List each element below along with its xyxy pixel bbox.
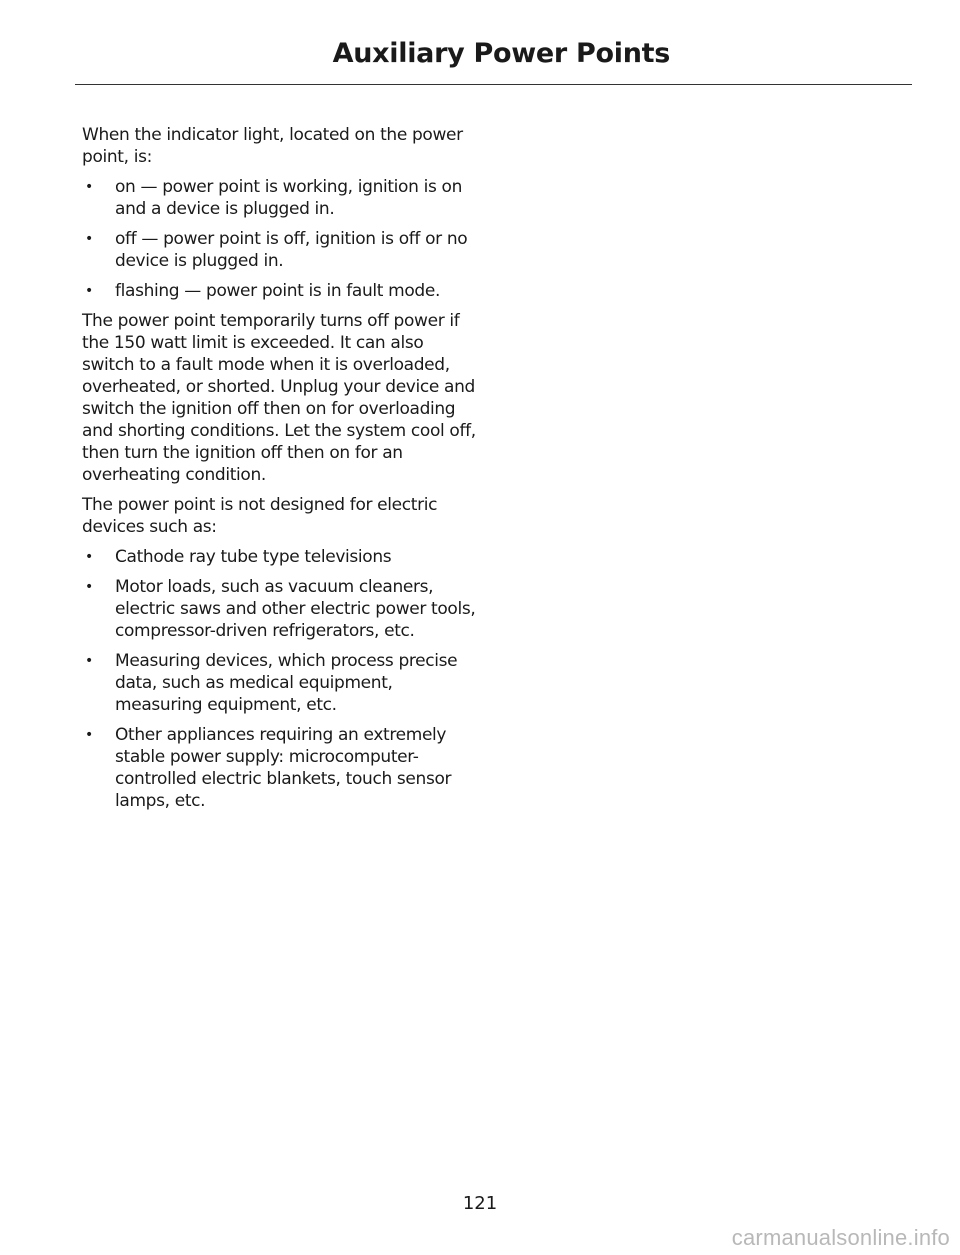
list-item — [82, 280, 477, 302]
bullet-icon: • — [85, 549, 93, 565]
list-item — [82, 650, 477, 716]
list-item-text: Motor loads, such as vacuum cleaners, electric saws and other electric power tools, compressor-driven refrigerators, etc. — [115, 577, 476, 641]
bullet-icon: • — [85, 179, 93, 195]
intro-paragraph: When the indicator light, located on the power point, is: — [82, 125, 463, 167]
indicator-states-list — [82, 176, 477, 302]
page-number: 121 — [462, 1193, 498, 1214]
list-item — [82, 176, 477, 220]
bullet-icon: • — [85, 231, 93, 247]
list-item — [82, 546, 477, 568]
watermark: carmanualsonline.info — [731, 1225, 950, 1250]
not-designed-list — [82, 546, 477, 812]
list-item — [82, 576, 477, 642]
not-designed-intro: The power point is not designed for electric devices such as: — [82, 495, 438, 537]
list-item-text: flashing — power point is in fault mode. — [115, 281, 441, 301]
section-title: Auxiliary Power Points — [332, 38, 670, 69]
limit-paragraph: The power point temporarily turns off power if the 150 watt limit is exceeded. It can also switch to a fault mode when it is overloaded, overheated, or shorted. Unplug your device and switch the ignition off then on for overloading and shorting conditions. Let the system cool off, then turn the ignition off then on for an overheating condition. — [82, 311, 476, 485]
list-item-text: off — power point is off, ignition is off or no device is plugged in. — [115, 229, 468, 271]
page-header — [0, 0, 960, 90]
bullet-icon: • — [85, 283, 93, 299]
list-item — [82, 228, 477, 272]
list-item-text: Measuring devices, which process precise data, such as medical equipment, measuring equipment, etc. — [115, 651, 458, 715]
list-item-text: on — power point is working, ignition is on and a device is plugged in. — [115, 177, 462, 219]
bullet-icon: • — [85, 579, 93, 595]
bullet-icon: • — [85, 727, 93, 743]
main-content — [82, 124, 477, 820]
list-item-text: Other appliances requiring an extremely stable power supply: microcomputer-controlled electric blankets, touch sensor lamps, etc. — [115, 725, 452, 811]
header-divider — [75, 84, 912, 85]
list-item — [82, 724, 477, 812]
bullet-icon: • — [85, 653, 93, 669]
list-item-text: Cathode ray tube type televisions — [115, 547, 392, 567]
